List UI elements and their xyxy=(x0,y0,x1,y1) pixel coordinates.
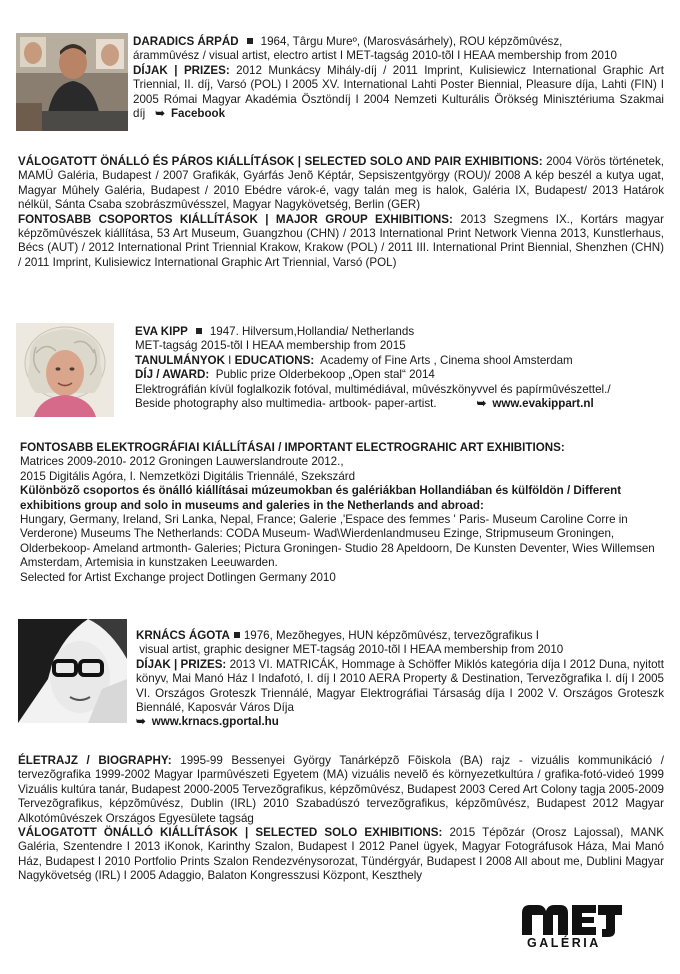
prizes-text: 2012 Munkácsy Mihály-díj / 2011 Imprint, Kulisiewicz International Graphic Art Triennial, II. díj, Varsó (POL) I 2005 XV. International Lahti Poster Biennial, Pleasure díja, Lahti (FIN) I 2005 Római Magyar Akadémia Ösztöndíj I 2004 Nemzeti Kulturális Örökség Minisztériuma Szakmai díj xyxy=(133,63,664,121)
artist-name: EVA KIPP xyxy=(135,325,188,338)
section-label: FONTOSABB CSOPORTOS KIÁLLÍTÁSOK | MAJOR GROUP EXHIBITIONS: xyxy=(18,212,453,226)
section-label: VÁLOGATOTT ÖNÁLLÓ KIÁLLÍTÁSOK | SELECTED SOLO EXHIBITIONS: xyxy=(18,826,443,840)
section-label: ÉLETRAJZ / BIOGRAPHY: xyxy=(18,754,172,767)
artist-bio-line: 1964, Târgu Mureº, (Marosvásárhely), ROU képzõmûvész, xyxy=(260,35,563,48)
arrow-right-icon: ➥ xyxy=(476,397,487,411)
artist-photo-kipp xyxy=(16,323,114,417)
artist-bio-line: árammûvész / visual artist, electro artist I MET-tagság 2010-tõl I HEAA membership from 2010 xyxy=(133,49,617,63)
artist-header-kipp: EVA KIPP 1947. Hilversum,Hollandia/ Netherlands MET-tagság 2015-tõl I HEAA membership from 2015 TANULMÁNYOK I EDUCATIONS: Academy of Fine Arts , Cinema shool Amsterdam DÍJ / AWARD: Public prize Olderbekoop „Open stal“ 2014 Elektrográfián kívül foglalkozik fotóval, multimédiával, mûvészkönyvvel és papírmûvészettel./ Beside photography also multimedia- artbook- paper-artist. ➥ www.evakippart.nl xyxy=(135,325,611,411)
artist-name: KRNÁCS ÁGOTA xyxy=(136,629,230,642)
met-logo-mark xyxy=(520,903,624,937)
artist-bio-line: visual artist, graphic designer MET-tagság 2010-tõl I HEAA membership from 2010 xyxy=(139,643,564,657)
prizes-label: DÍJAK | PRIZES: xyxy=(136,657,227,671)
section-label: VÁLOGATOTT ÖNÁLLÓ ÉS PÁROS KIÁLLÍTÁSOK | SELECTED SOLO AND PAIR EXHIBITIONS: xyxy=(18,155,543,168)
prizes-text: 2013 VI. MATRICÁK, Hommage à Schöffer Miklós kategória díja I 2012 Duna, nyitott könyv, Mai Manó Ház I Indafotó, I. díj I 2010 AERA Property & Destination, Tervezõgrafika I. díj I 2005 VI. Országos Groteszk Triennálé, Magyar Elektrográfiai Társaság díja I 2002 V. Országos Groteszk Biennálé, Kaposvár Város Díja xyxy=(136,657,664,715)
artist-photo-krnacs xyxy=(18,619,127,723)
educations-label-en: EDUCATIONS: xyxy=(234,353,315,367)
section-text: 2013 Szegmens IX., Kortárs magyar képzõmûvészek kiállítása, 53 Art Museum, Guangzhou (CHN) / 2013 International Print Network Vienna 2013, Kunstlerhaus, Bécs (AUT) / 2012 International Print Triennial Krakow, Krakow (POL) / 2011 III. International Print Biennial, Shenzhen (CHN) / 2011 Imprint, Kulisiewicz International Graphic Art Triennial, Varsó (POL) xyxy=(18,212,664,269)
square-bullet-icon xyxy=(247,38,253,44)
artist-bio-line: MET-tagság 2015-tõl I HEAA membership from 2015 xyxy=(135,339,406,353)
arrow-right-icon: ➥ xyxy=(155,107,165,121)
award-label: DÍJ / AWARD: xyxy=(135,368,210,382)
exhibition-line: Matrices 2009-2010- 2012 Groningen Lauwerslandroute 2012., xyxy=(20,455,344,469)
groups-label: Különbözõ csoportos és önálló kiállításai múzeumokban és galériákban Hollandiában és külföldön / Different exhibitions group and solo in museums and galeries in the Netherlands and abroad: xyxy=(20,484,622,512)
award-text: Public prize Olderbekoop „Open stal“ 2014 xyxy=(215,368,435,382)
artist-name: DARADICS ÁRPÁD xyxy=(133,35,239,48)
exhibitions-daradics xyxy=(18,155,664,270)
educations-text: Academy of Fine Arts , Cinema shool Amsterdam xyxy=(320,353,573,367)
square-bullet-icon xyxy=(196,328,202,334)
educations-label-hu: TANULMÁNYOK xyxy=(135,353,225,367)
website-link[interactable]: www.krnacs.gportal.hu xyxy=(151,715,279,729)
square-bullet-icon xyxy=(234,632,240,638)
extra-line: Elektrográfián kívül foglalkozik fotóval, multimédiával, mûvészkönyvvel és papírmûvészettel./ xyxy=(135,382,611,396)
groups-text: Hungary, Germany, Ireland, Sri Lanka, Nepal, France; Galerie ,'Espace des femmes ' Paris- Museum Caroline Corre in Verderone) Museums The Netherlands: CODA Museum- Wad\Wierdenlandmuseu Ezinge, Stripmuseum Groningen, Olderbekoop- Ameland artmonth- Galeries; Pictura Groningen- Studio 28 Apeldoorn, De Kunsten Deventer, Wies Willemsen Amsterdam, Artemisia in kunstzaken Leeuwarden. xyxy=(20,513,655,570)
artist-header-daradics xyxy=(133,35,664,121)
selected-text: Selected for Artist Exchange project Dotlingen Germany 2010 xyxy=(20,570,336,584)
section-text: 1995-99 Bessenyei György Tanárképzõ Fõiskola (BA) rajz - vizuális kommunikáció / tervezõgrafika 1999-2002 Magyar Iparmûvészeti Egyetem (MA) vizuális nevelõ és környezetkultúra / grafika-fotó-videó 1999 Vizuális kultúra tanár, Budapest 2000-2005 Tervezõgrafikus, képzõmûvész, Budapest 2003 Cered Art Colony tagja 2005-2009 Tervezõgrafikus, képzõmûvész, Dublin (IRL) 2010 Szabadúszó tervezõgrafikus, képzõmûvész, Budapest 2012 Magyar Alkotómûvészek Országos Egyesülete tagság xyxy=(18,754,664,825)
extra-line: Beside photography also multimedia- artbook- paper-artist. xyxy=(135,397,437,411)
galeria-label: GALÉRIA xyxy=(527,936,601,950)
arrow-right-icon: ➥ xyxy=(136,715,146,729)
artist-bio-line: 1976, Mezõhegyes, HUN képzõmûvész, tervezõgrafikus I xyxy=(243,629,539,642)
section-text: 2015 Tépõzár (Orosz Lajossal), MANK Galéria, Szentendre I 2013 iKonok, Karinthy Szalon, Budapest I 2012 Panel ügyek, Magyar Fotográfusok Háza, Mai Manó Ház, Budapest I 2010 Portfolio Prints Szalon Rendezvénysorozat, Tündérgyár, Budapest I 2008 All about me, Dublini Magyar Nagykövetség (IRL) I 2005 Adaggio, Balaton Kongresszusi Központ, Keszthely xyxy=(18,826,664,883)
artist-header-krnacs xyxy=(136,629,664,730)
exhibition-line: 2015 Digitális Agóra, I. Nemzetközi Digitális Triennálé, Szekszárd xyxy=(20,469,356,483)
artist-photo-daradics xyxy=(16,33,128,131)
exhibitions-kipp xyxy=(20,441,660,585)
section-label: FONTOSABB ELEKTROGRÁFIAI KIÁLLÍTÁSAI / IMPORTANT ELECTROGRAHIC ART EXHIBITIONS: xyxy=(20,441,565,454)
facebook-link[interactable]: Facebook xyxy=(170,107,226,121)
website-link[interactable]: www.evakippart.nl xyxy=(492,397,594,411)
artist-bio-line: 1947. Hilversum,Hollandia/ Netherlands xyxy=(209,325,415,338)
prizes-label: DÍJAK | PRIZES: xyxy=(133,63,230,77)
biography-krnacs xyxy=(18,754,664,884)
section-text: 2004 Vörös történetek, MAMÜ Galéria, Budapest / 2007 Grafikák, Gyárfás Jenõ Képtár, Sepsiszentgyörgy (ROU)/ 2008 A kép beszél a kutya ugat, Magyar Mûhely Galéria, Budapest / 2010 Ebédre várok-é, vagy talán meg is halok, Galéria IX, Budapest/ 2013 Határok nélkül, Sánta Csaba szobrászmûvésszel, Magyar Nagykövetség, Berlin (GER) xyxy=(18,155,664,212)
